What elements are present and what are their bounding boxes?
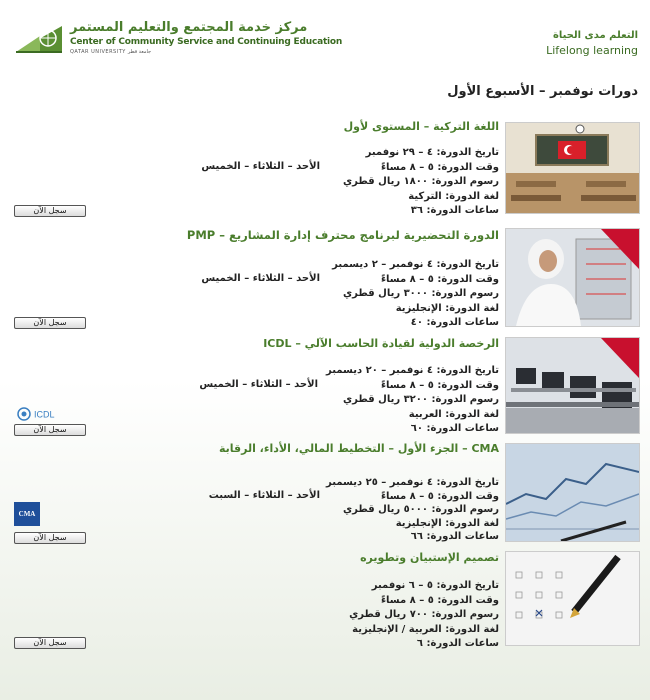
course-days: الأحد – الثلاثاء – الخميس bbox=[199, 379, 318, 390]
course-fee: رسوم الدورة: ٣٢٠٠ ريال قطري bbox=[342, 394, 499, 405]
course-date: تاريخ الدورة: ٤ نوفمبر – ٢٠ ديسمبر bbox=[326, 365, 499, 376]
course-language: لغة الدورة: الإنجليزية bbox=[395, 302, 499, 314]
course-hours: ساعات الدورة: ٦٠ bbox=[410, 423, 499, 434]
course-fee: رسوم الدورة: ١٨٠٠ ريال قطري bbox=[342, 176, 499, 187]
course-days: الأحد – الثلاثاء – الخميس bbox=[201, 273, 320, 284]
course-item bbox=[0, 442, 650, 547]
tagline-en: Lifelong learning bbox=[546, 44, 638, 57]
course-language: لغة الدورة: الإنجليزية bbox=[395, 517, 499, 529]
register-button[interactable]: سجل الآن bbox=[14, 205, 86, 217]
course-item bbox=[0, 228, 650, 333]
course-days: الأحد – الثلاثاء – السبت bbox=[208, 490, 320, 501]
course-image-survey bbox=[505, 551, 640, 646]
tagline-ar: التعلم مدى الحياة bbox=[552, 30, 638, 41]
course-details bbox=[349, 579, 499, 652]
course-time: وقت الدورة: ٥ – ٨ مساءً bbox=[380, 490, 499, 502]
course-time: وقت الدورة: ٥ – ٨ مساءً bbox=[380, 273, 499, 285]
course-time: وقت الدورة: ٥ – ٨ مساءً bbox=[380, 379, 499, 391]
course-date: تاريخ الدورة: ٥ – ٦ نوفمبر bbox=[371, 580, 499, 591]
ccsce-logo-icon bbox=[14, 22, 64, 54]
logo-text-ar: مركز خدمة المجتمع والتعليم المستمر bbox=[70, 20, 308, 35]
course-fee: رسوم الدورة: ٥٠٠٠ ريال قطري bbox=[342, 504, 499, 515]
course-title[interactable]: CMA – الجزء الأول – التخطيط المالي، الأداء، الرقابة bbox=[218, 442, 499, 455]
course-details bbox=[332, 258, 499, 331]
course-fee: رسوم الدورة: ٣٠٠٠ ريال قطري bbox=[342, 288, 499, 299]
register-button[interactable]: سجل الآن bbox=[14, 424, 86, 436]
course-image-pmp bbox=[505, 228, 640, 327]
course-date: تاريخ الدورة: ٤ – ٢٩ نوفمبر bbox=[365, 147, 499, 158]
course-language: لغة الدورة: التركية bbox=[408, 190, 499, 202]
cma-logo-icon: CMA bbox=[14, 502, 40, 526]
course-language: لغة الدورة: العربية / الإنجليزية bbox=[352, 623, 499, 635]
course-time: وقت الدورة: ٥ – ٨ مساءً bbox=[380, 161, 499, 173]
register-button[interactable]: سجل الآن bbox=[14, 532, 86, 544]
course-language: لغة الدورة: العربية bbox=[408, 408, 499, 420]
course-title[interactable]: الرخصة الدولية لقيادة الحاسب الآلي – ICDL bbox=[263, 337, 499, 350]
page-title: دورات نوفمبر – الأسبوع الأول bbox=[447, 84, 638, 99]
course-fee: رسوم الدورة: ٧٠٠ ريال قطري bbox=[349, 609, 499, 620]
course-title[interactable]: اللغة التركية – المستوى لأول bbox=[343, 120, 499, 133]
course-hours: ساعات الدورة: ٦ bbox=[416, 638, 499, 649]
course-image-cma bbox=[505, 443, 640, 542]
header bbox=[0, 0, 650, 70]
register-button[interactable]: سجل الآن bbox=[14, 637, 86, 649]
course-image-turkish bbox=[505, 122, 640, 214]
survey-form-icon bbox=[506, 552, 639, 645]
computer-lab-icon bbox=[506, 338, 639, 433]
course-hours: ساعات الدورة: ٤٠ bbox=[410, 317, 499, 328]
classroom-icon bbox=[506, 123, 639, 213]
logo-text-en: Center of Community Service and Continuing Education bbox=[70, 37, 343, 47]
course-image-icdl bbox=[505, 337, 640, 434]
course-hours: ساعات الدورة: ٣٦ bbox=[410, 205, 499, 216]
course-item bbox=[0, 120, 650, 220]
course-item bbox=[0, 337, 650, 442]
icdl-logo-icon bbox=[17, 407, 63, 421]
course-details bbox=[343, 146, 499, 219]
course-hours: ساعات الدورة: ٦٦ bbox=[410, 531, 499, 542]
course-details bbox=[326, 476, 499, 544]
engineer-icon bbox=[506, 229, 639, 326]
course-item bbox=[0, 551, 650, 656]
course-days: الأحد – الثلاثاء – الخميس bbox=[201, 161, 320, 172]
course-title[interactable]: الدورة التحضيرية لبرنامج محترف إدارة المشاريع – PMP bbox=[186, 228, 499, 242]
course-details bbox=[326, 364, 499, 437]
register-button[interactable]: سجل الآن bbox=[14, 317, 86, 329]
course-time: وقت الدورة: ٥ – ٨ مساءً bbox=[380, 594, 499, 606]
icdl-badge-label: ICDL bbox=[34, 409, 55, 420]
financial-chart-icon bbox=[506, 444, 639, 541]
course-date: تاريخ الدورة: ٤ نوفمبر – ٢ ديسمبر bbox=[332, 259, 499, 270]
course-date: تاريخ الدورة: ٤ نوفمبر – ٢٥ ديسمبر bbox=[326, 477, 499, 488]
course-title[interactable]: تصميم الإستبيان وتطويره bbox=[360, 551, 499, 564]
logo-university: QATAR UNIVERSITY جامعة قطر bbox=[70, 49, 152, 55]
